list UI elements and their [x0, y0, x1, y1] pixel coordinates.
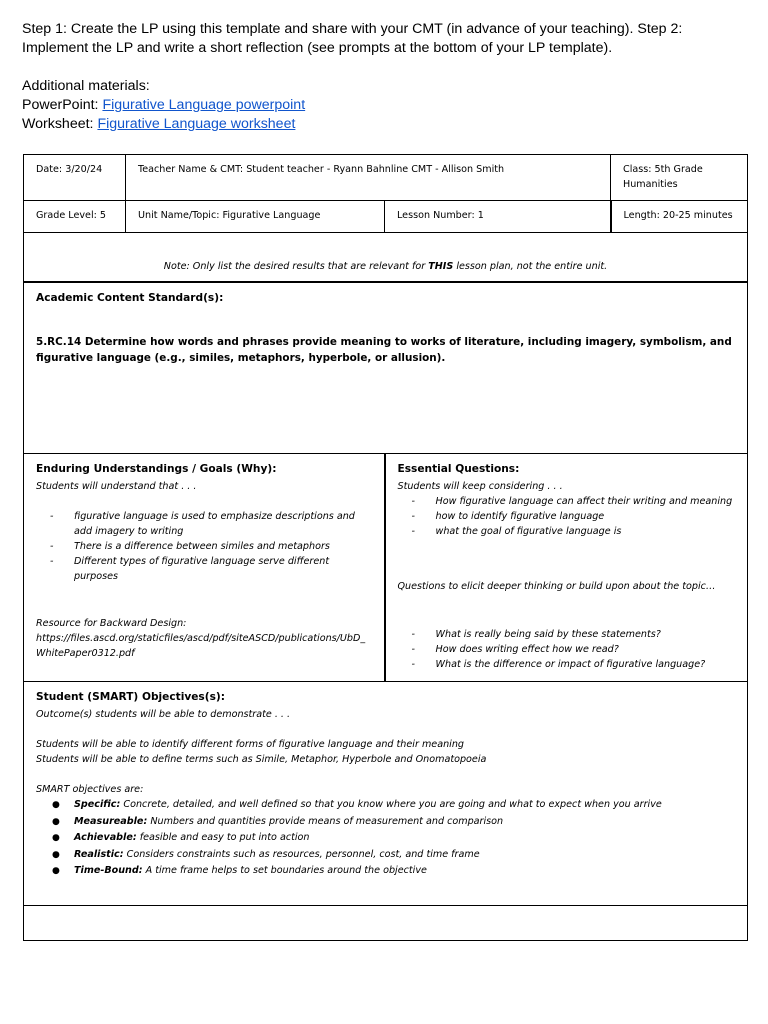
enduring-intro: Students will understand that . . .	[36, 481, 197, 492]
list-item: - How does writing effect how we read?	[398, 642, 738, 657]
note-text: Note: Only list the desired results that are relevant for THIS lesson plan, not the entire unit.	[163, 261, 608, 272]
essential-list	[398, 494, 738, 539]
teacher-text: Teacher Name & CMT: Student teacher - Ryann Bahnline CMT - Allison Smith	[138, 164, 505, 175]
resource-label: Resource for Backward Design:	[36, 618, 187, 629]
length-text: Length: 20-25 minutes	[623, 210, 733, 221]
class-cell	[611, 155, 748, 201]
list-item: ● Measureable: Numbers and quantities provide means of measurement and comparison	[36, 814, 737, 831]
powerpoint-line	[22, 96, 748, 115]
smart-list	[36, 797, 737, 880]
date-text: Date: 3/20/24	[36, 164, 103, 175]
list-item: - what the goal of figurative language is	[398, 524, 738, 539]
list-item: ● Realistic: Considers constraints such as resources, personnel, cost, and time frame	[36, 847, 737, 864]
essential-heading: Essential Questions:	[397, 463, 520, 475]
grade-level-text: Grade Level: 5	[36, 210, 107, 221]
lesson-number-text: Lesson Number: 1	[397, 210, 484, 221]
essential-cell	[385, 454, 748, 682]
objective-2: Students will be able to define terms such as Simile, Metaphor, Hyperbole and Onomatopoeia	[36, 754, 487, 765]
enduring-cell	[24, 454, 385, 682]
worksheet-line	[22, 115, 748, 134]
list-item: - figurative language is used to emphasize descriptions and add imagery to writing	[36, 509, 374, 539]
standards-cell	[24, 282, 748, 454]
objective-1: Students will be able to identify different forms of figurative language and their meaning	[36, 739, 464, 750]
enduring-heading: Enduring Understandings / Goals (Why):	[36, 463, 277, 475]
list-item: ● Time-Bound: A time frame helps to set boundaries around the objective	[36, 863, 737, 880]
objectives-heading: Student (SMART) Objectives(s):	[36, 691, 225, 703]
deeper-list	[398, 627, 738, 672]
grade-level-cell	[24, 201, 126, 233]
note-cell	[24, 233, 748, 282]
objectives-cell	[24, 682, 748, 906]
lesson-plan-table	[23, 154, 748, 941]
instructions-block	[22, 20, 748, 134]
list-item: ● Specific: Concrete, detailed, and well defined so that you know where you are going and what to expect when you arrive	[36, 797, 737, 814]
instructions-steps: Step 1: Create the LP using this template and share with your CMT (in advance of your teaching). Step 2: Implement the LP and write a short reflection (see prompts at the bottom of your LP template).	[22, 21, 683, 56]
class-text-line1: Class: 5th Grade	[623, 164, 703, 175]
list-item: - how to identify figurative language	[398, 509, 738, 524]
list-item: - Different types of figurative language serve different purposes	[36, 554, 374, 584]
additional-materials-label: Additional materials:	[22, 78, 150, 94]
powerpoint-label: PowerPoint:	[22, 97, 103, 113]
essential-intro: Students will keep considering . . .	[397, 481, 563, 492]
standards-text: 5.RC.14 Determine how words and phrases provide meaning to works of literature, including imagery, symbolism, and figurative language (e.g., similes, metaphors, hyperbole, or allusion).	[36, 335, 732, 364]
unit-text: Unit Name/Topic: Figurative Language	[138, 210, 321, 221]
list-item: - How figurative language can affect their writing and meaning	[398, 494, 738, 509]
list-item: ● Achievable: feasible and easy to put into action	[36, 830, 737, 847]
length-cell	[611, 201, 748, 233]
empty-row-cell	[24, 906, 748, 941]
list-item: - There is a difference between similes and metaphors	[36, 539, 374, 554]
resource-url: https://files.ascd.org/staticfiles/ascd/pdf/siteASCD/publications/UbD_WhitePaper0312.pdf	[36, 633, 366, 659]
standards-heading: Academic Content Standard(s):	[36, 291, 224, 304]
worksheet-label: Worksheet:	[22, 116, 98, 132]
deeper-intro: Questions to elicit deeper thinking or build upon about the topic…	[397, 581, 716, 592]
powerpoint-link[interactable]: Figurative Language powerpoint	[102, 97, 306, 113]
list-item: - What is really being said by these statements?	[398, 627, 738, 642]
objectives-intro: Outcome(s) students will be able to demonstrate . . .	[36, 709, 291, 720]
worksheet-link[interactable]: Figurative Language worksheet	[97, 116, 296, 132]
date-cell	[24, 155, 126, 201]
list-item: - What is the difference or impact of figurative language?	[398, 657, 738, 672]
enduring-list	[36, 509, 374, 584]
unit-cell	[126, 201, 385, 233]
smart-intro: SMART objectives are:	[36, 784, 144, 795]
lesson-number-cell	[385, 201, 611, 233]
teacher-cell	[126, 155, 611, 201]
class-text-line2: Humanities	[623, 179, 678, 190]
